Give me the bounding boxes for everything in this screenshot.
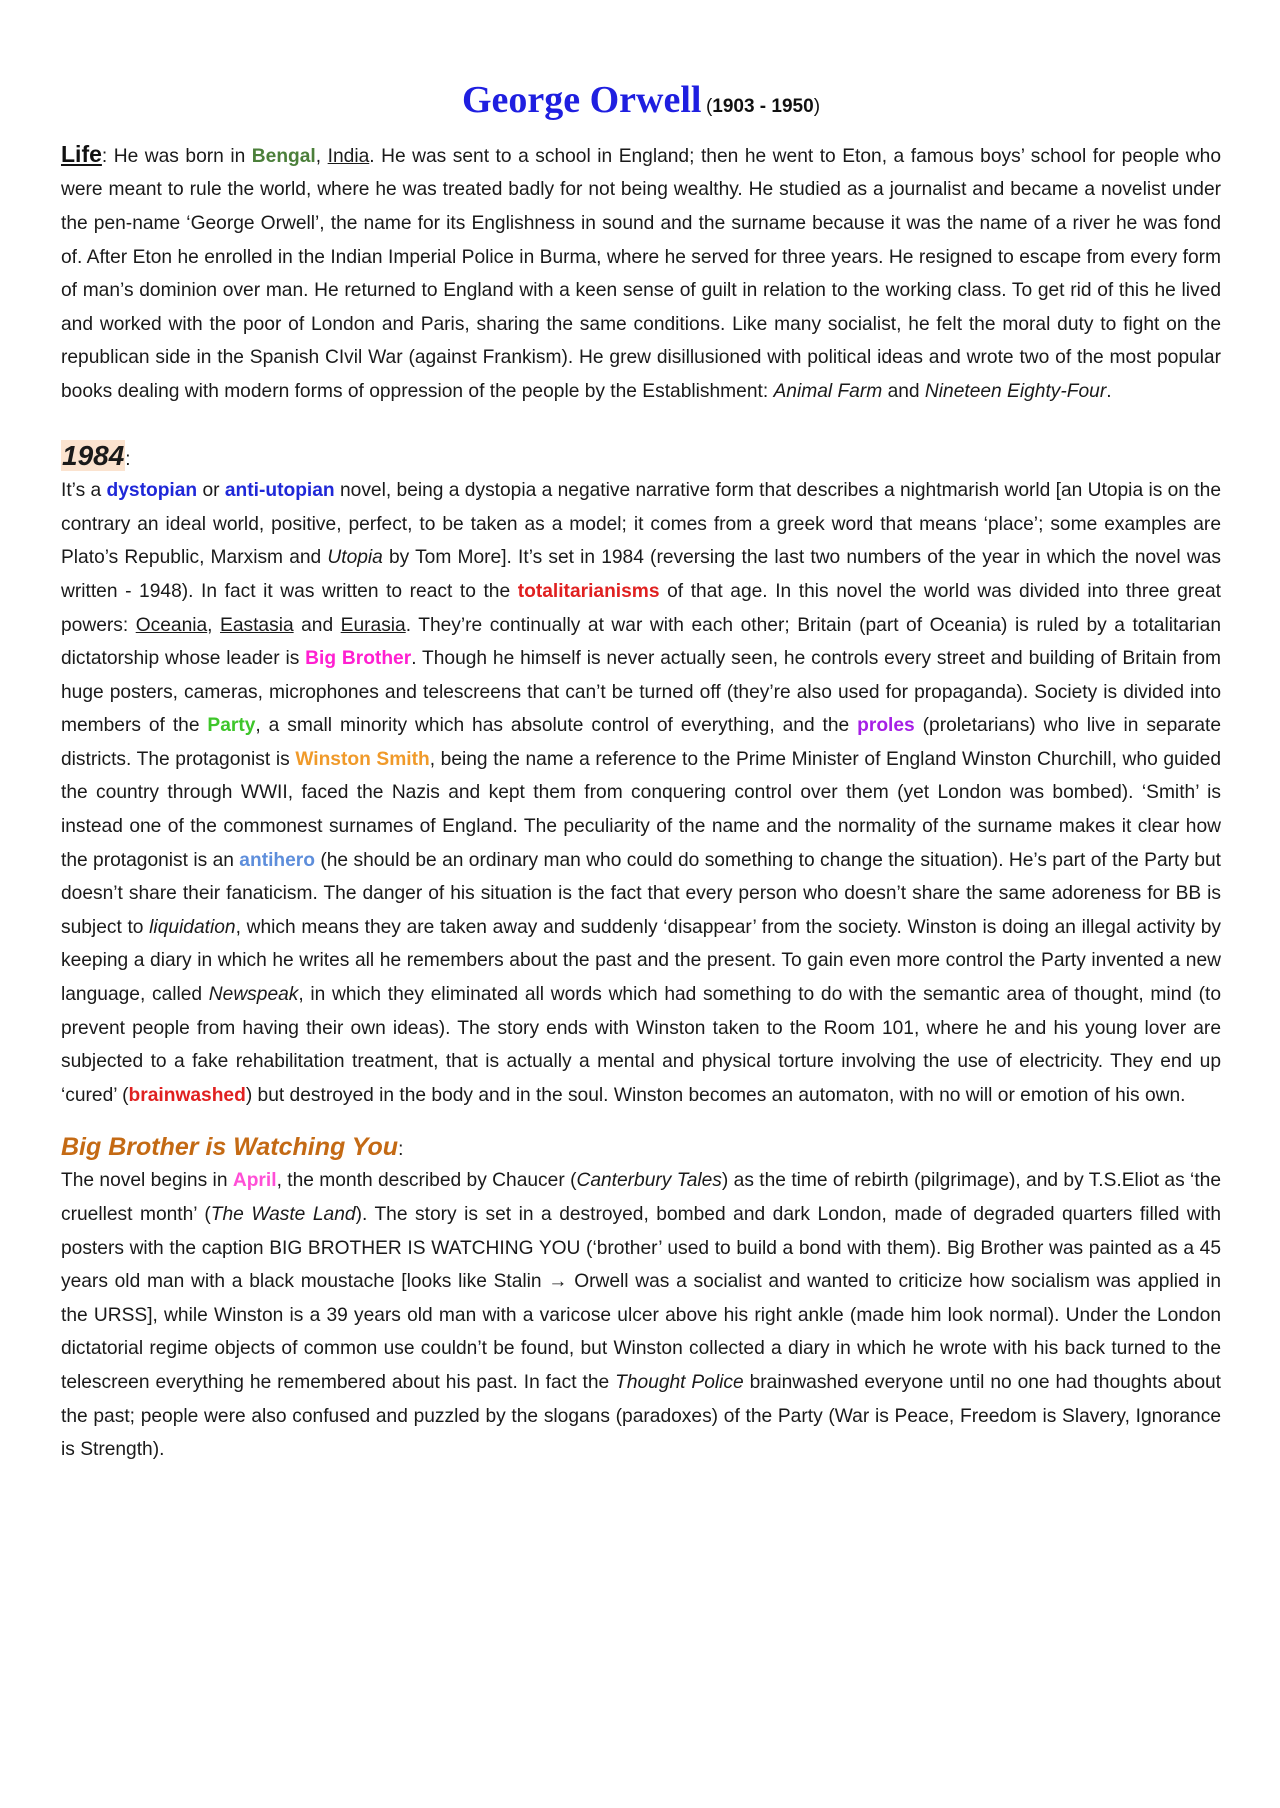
title-years: (1903 - 1950) <box>705 96 821 117</box>
keyword-bengal: Bengal <box>251 145 316 167</box>
keyword-liquidation: liquidation <box>149 916 236 938</box>
keyword-winston-smith: Winston Smith <box>295 748 430 770</box>
keyword-big-brother: Big Brother <box>305 648 412 670</box>
keyword-dystopian: dystopian <box>106 480 198 502</box>
life-heading: Life <box>61 140 102 167</box>
section-heading-1984: 1984: <box>62 439 131 471</box>
title-canterbury-tales: Canterbury Tales <box>576 1170 722 1192</box>
keyword-eurasia: Eurasia <box>340 614 406 636</box>
title-utopia: Utopia <box>327 547 383 569</box>
title-name: George Orwell <box>461 79 702 121</box>
keyword-april: April <box>232 1170 277 1192</box>
life-paragraph: Life: He was born in Bengal, India. He was sent to a school in England; then he went to Eton, a famous boys’ school for people who were meant to rule the world, where he was treated badly for not being wealthy. He studied as a journalist and became a novelist under the pen-name ‘George Orwell’, the name for its Englishness in sound and the surname because it was the name of a river he was fond of. After Eton he enrolled in the Indian Imperial Police in Burma, where he served for three years. He resigned to escape from every form of man’s dominion over man. He returned to England with a keen sense of guilt in relation to the working class. To get rid of this he lived and worked with the poor of London and Paris, sharing the same conditions. Like many socialist, he felt the moral duty to fight on the republican side in the Spanish CIvil War (against Frankism). He grew disillusioned with political ideas and wrote two of the most popular books dealing with modern forms of oppression of the people by the Establishment: Animal Farm and Nineteen Eighty-Four. <box>61 140 1221 402</box>
keyword-india: India <box>327 145 370 167</box>
section-heading-big-brother: Big Brother is Watching You: <box>61 1133 404 1162</box>
document-title <box>61 80 1221 122</box>
novel-paragraph: It’s a dystopian or anti-utopian novel, being a dystopia a negative narrative form that describes a nightmarish world [an Utopia is on the contrary an ideal world, positive, perfect, to be taken as a model; it comes from a greek word that means ‘place’; some examples are Plato’s Republic, Marxism and Utopia by Tom More]. It’s set in 1984 (reversing the last two numbers of the year in which the novel was written - 1948). In fact it was written to react to the totalitarianisms of that age. In this novel the world was divided into three great powers: Oceania, Eastasia and Eurasia. They’re continually at war with each other; Britain (part of Oceania) is ruled by a totalitarian dictatorship whose leader is Big Brother. Though he himself is never actually seen, he controls every street and building of Britain from huge posters, cameras, microphones and telescreens that can’t be turned off (they’re also used for propaganda). Society is divided into members of the Party, a small minority which has absolute control of everything, and the proles (proletarians) who live in separate districts. The protagonist is Winston Smith, being the name a reference to the Prime Minister of England Winston Churchill, who guided the country through WWII, faced the Nazis and kept them from conquering control over them (yet London was bombed). ‘Smith’ is instead one of the commonest surnames of England. The peculiarity of the name and the normality of the surname makes it clear how the protagonist is an antihero (he should be an ordinary man who could do something to change the situation). He’s part of the Party but doesn’t share their fanaticism. The danger of his situation is the fact that every person who doesn’t share the same adoreness for BB is subject to liquidation, which means they are taken away and suddenly ‘disappear’ from the society. Winston is doing an illegal activity by keeping a diary in which he writes all he remembers about the past and the present. To gain even more control the Party invented a new language, called Newspeak, in which they eliminated all words which had something to do with the semantic area of thought, mind (to prevent people from having their own ideas). The story ends with Winston taken to the Room 101, where he and his young lover are subjected to a fake rehabilitation treatment, that is actually a mental and physical torture involving the use of electricity. They end up ‘cured’ (brainwashed) but destroyed in the body and in the soul. Winston becomes an automaton, with no will or emotion of his own. <box>61 480 1221 1106</box>
keyword-antihero: antihero <box>239 849 315 871</box>
keyword-brainwashed: brainwashed <box>128 1084 246 1106</box>
title-animal-farm: Animal Farm <box>773 380 883 402</box>
keyword-thought-police: Thought Police <box>615 1371 744 1393</box>
keyword-anti-utopian: anti-utopian <box>224 480 335 502</box>
keyword-newspeak: Newspeak <box>208 984 299 1006</box>
title-the-waste-land: The Waste Land <box>210 1204 356 1226</box>
keyword-eastasia: Eastasia <box>220 614 294 636</box>
keyword-totalitarianisms: totalitarianisms <box>517 580 660 602</box>
big-brother-paragraph: The novel begins in April, the month described by Chaucer (Canterbury Tales) as the time of rebirth (pilgrimage), and by T.S.Eliot as ‘the cruellest month’ (The Waste Land). The story is set in a destroyed, bombed and dark London, made of degraded quarters filled with posters with the caption BIG BROTHER IS WATCHING YOU (‘brother’ used to build a bond with them). Big Brother was painted as a 45 years old man with a black moustache [looks like Stalin → Orwell was a socialist and wanted to criticize how socialism was applied in the URSS], while Winston is a 39 years old man with a varicose ulcer above his right ankle (made him look normal). Under the London dictatorial regime objects of common use couldn’t be found, but Winston collected a diary in which he wrote with his back turned to the telescreen everything he remembered about his past. In fact the Thought Police brainwashed everyone until no one had thoughts about the past; people were also confused and puzzled by the slogans (paradoxes) of the Party (War is Peace, Freedom is Slavery, Ignorance is Strength). <box>61 1170 1221 1461</box>
document-page <box>61 80 1221 1467</box>
keyword-proles: proles <box>857 715 915 737</box>
heading-1984: 1984 <box>62 439 125 471</box>
title-nineteen-eighty-four: Nineteen Eighty-Four <box>924 380 1107 402</box>
heading-big-brother: Big Brother is Watching You <box>61 1133 399 1162</box>
keyword-oceania: Oceania <box>135 614 208 636</box>
keyword-party: Party <box>207 715 256 737</box>
